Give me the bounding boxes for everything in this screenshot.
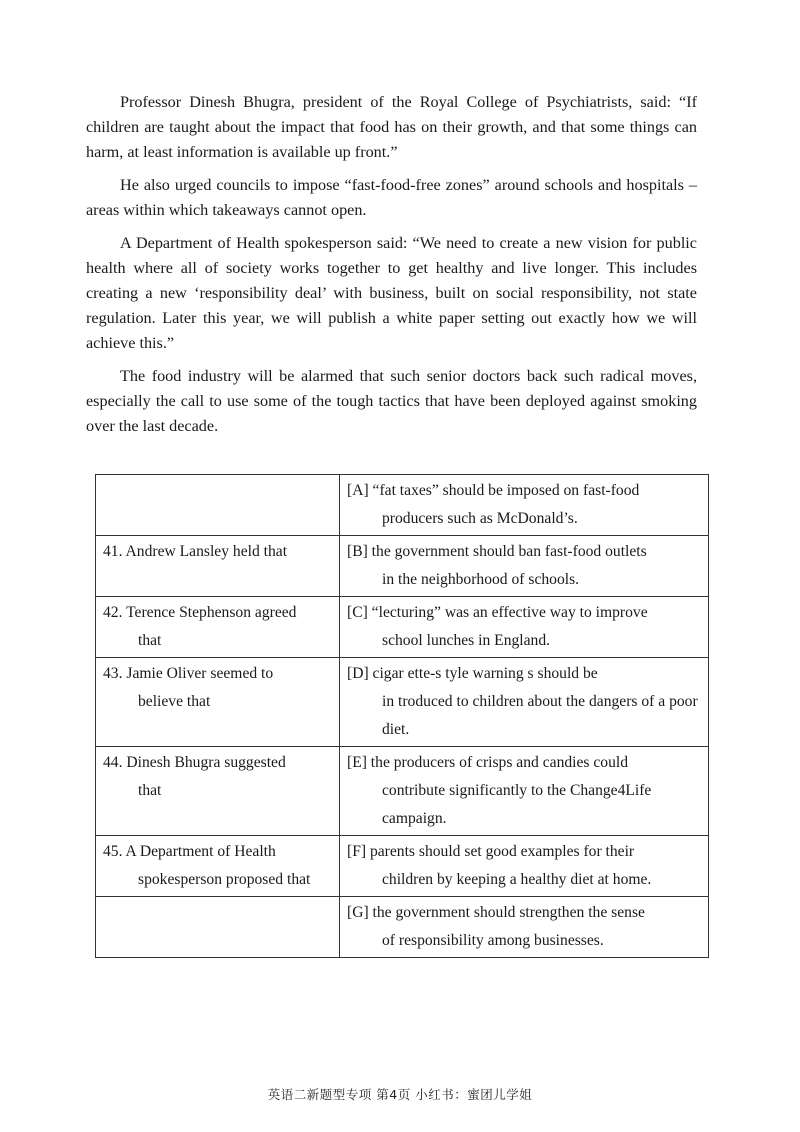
page-footer: 英语二新题型专项 第4页 小红书：蜜团儿学姐 xyxy=(267,1087,533,1102)
passage xyxy=(86,90,697,447)
option-text: [F] parents should set good examples for their xyxy=(347,843,635,860)
question-cell xyxy=(96,836,340,897)
question-text-cont: that xyxy=(138,782,162,799)
option-text-cont: producers such as McDonald’s. xyxy=(382,510,578,527)
matching-table xyxy=(95,474,709,958)
option-text-cont: of responsibility among businesses. xyxy=(382,932,604,949)
question-cell xyxy=(96,658,340,747)
option-cell xyxy=(340,747,709,836)
table-row xyxy=(96,597,709,658)
option-cell xyxy=(340,897,709,958)
question-cell xyxy=(96,597,340,658)
option-text-cont: school lunches in England. xyxy=(382,632,551,649)
table-row xyxy=(96,658,709,747)
question-text: 44. Dinesh Bhugra suggested xyxy=(103,754,286,771)
option-cell xyxy=(340,836,709,897)
paragraph: He also urged councils to impose “fast-food-free zones” around schools and hospitals – areas within which takeaways cannot open. xyxy=(86,176,697,219)
option-text: [G] the government should strengthen the sense xyxy=(347,904,645,921)
question-text: 45. A Department of Health xyxy=(103,843,276,860)
table-row xyxy=(96,836,709,897)
option-cell xyxy=(340,597,709,658)
question-text: 41. Andrew Lansley held that xyxy=(103,543,288,560)
option-text: [C] “lecturing” was an effective way to improve xyxy=(347,604,648,621)
option-text-cont: children by keeping a healthy diet at home. xyxy=(382,871,652,888)
question-cell xyxy=(96,897,340,958)
question-text: 42. Terence Stephenson agreed xyxy=(103,604,297,621)
question-cell xyxy=(96,747,340,836)
option-text: [B] the government should ban fast-food outlets xyxy=(347,543,647,560)
option-cell xyxy=(340,536,709,597)
table-row xyxy=(96,897,709,958)
table-row xyxy=(96,536,709,597)
paragraph: The food industry will be alarmed that such senior doctors back such radical moves, especially the call to use some of the tough tactics that have been deployed against smoking over the last decade. xyxy=(86,367,697,435)
option-text-cont: contribute significantly to the Change4Life campaign. xyxy=(382,782,652,827)
question-cell xyxy=(96,536,340,597)
table-row xyxy=(96,475,709,536)
paragraph: Professor Dinesh Bhugra, president of the Royal College of Psychiatrists, said: “If children are taught about the impact that food has on their growth, and that some things can harm, at least information is available up front.” xyxy=(86,93,697,161)
question-text-cont: that xyxy=(138,632,162,649)
question-text-cont: believe that xyxy=(138,693,211,710)
question-cell xyxy=(96,475,340,536)
option-cell xyxy=(340,475,709,536)
question-text: 43. Jamie Oliver seemed to xyxy=(103,665,274,682)
option-text-cont: in troduced to children about the dangers of a poor diet. xyxy=(382,693,698,738)
option-text-cont: in the neighborhood of schools. xyxy=(382,571,580,588)
option-cell xyxy=(340,658,709,747)
option-text: [E] the producers of crisps and candies could xyxy=(347,754,629,771)
option-text: [D] cigar ette-s tyle warning s should be xyxy=(347,665,598,682)
table-row xyxy=(96,747,709,836)
question-text-cont: spokesperson proposed that xyxy=(138,871,311,888)
option-text: [A] “fat taxes” should be imposed on fast-food xyxy=(347,482,640,499)
paragraph: A Department of Health spokesperson said: “We need to create a new vision for public health where all of society works together to get healthy and live longer. This includes creating a new ‘responsibility deal’ with business, built on social responsibility, not state regulation. Later this year, we will publish a white paper setting out exactly how we will achieve this.” xyxy=(86,234,697,352)
